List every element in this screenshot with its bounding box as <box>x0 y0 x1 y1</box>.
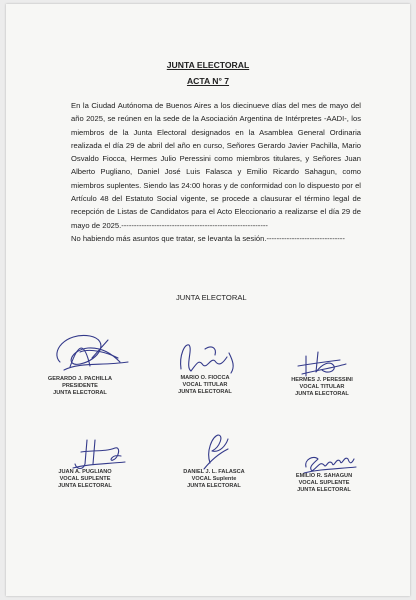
signer-body: JUNTA ELECTORAL <box>53 390 107 396</box>
signer-caption-peressini <box>262 377 382 398</box>
document-title: JUNTA ELECTORAL <box>166 60 250 70</box>
signer-name: GERARDO J. PACHILLA <box>47 376 113 382</box>
act-closing: No habiendo más asuntos que tratar, se levanta la sesión.------------------------------- <box>71 233 345 243</box>
signer-name: DANIEL J. L. FALASCA <box>183 469 245 475</box>
handwritten-signature-pachilla <box>20 322 140 382</box>
signer-body: JUNTA ELECTORAL <box>178 389 232 395</box>
act-body <box>71 99 361 245</box>
signature-block-pugliano <box>25 434 145 504</box>
signer-body: JUNTA ELECTORAL <box>187 483 241 489</box>
signer-role: PRESIDENTE <box>62 383 98 389</box>
signer-caption-fiocca <box>145 375 265 396</box>
signer-role: VOCAL TITULAR <box>182 382 228 388</box>
signer-role: VOCAL SUPLENTE <box>59 476 111 482</box>
signature-block-fiocca <box>145 337 265 417</box>
signer-name: JUAN A. PUGLIANO <box>58 469 112 475</box>
signer-caption-pugliano <box>25 469 145 490</box>
signer-role: VOCAL TITULAR <box>299 384 345 390</box>
handwritten-signature-falasca <box>154 429 274 474</box>
signature-block-falasca <box>154 429 274 504</box>
signer-caption-sahagun <box>264 473 384 494</box>
signer-body: JUNTA ELECTORAL <box>58 483 112 489</box>
signer-caption-pachilla <box>20 376 140 397</box>
signer-caption-falasca <box>154 469 274 490</box>
signer-role: VOCAL Suplente <box>191 476 237 482</box>
signer-name: EMILIO R. SAHAGUN <box>295 473 353 479</box>
act-number: ACTA N° 7 <box>186 76 230 86</box>
document-page <box>6 4 410 596</box>
signer-body: JUNTA ELECTORAL <box>295 391 349 397</box>
act-paragraph: En la Ciudad Autónoma de Buenos Aires a los diecinueve días del mes de mayo del año 2025, se reúnen en la sede de la Asociación Argentina de Intérpretes -AADI-, los miembros de la Junta Electoral designados en la Asamblea General Ordinaria realizada el día 29 de abril del año en curso, Señores Gerardo Javier Pachilla, Mario Osvaldo Fiocca, Hermes Julio Peressini como miembros titulares, y Señores Juan Alberto Pugliano, Daniel José Luis Falasca y Emilio Ricardo Sahagun, como miembros suplentes. Siendo las 24:00 horas y de conformidad con lo dispuesto por el Artículo 48 del Estatuto Social vigente, se procede a clausurar el término legal de recepción de Listas de Candidatos para el Acto Eleccionario a realizarse el día 29 de mayo de 2025.---------------------------------------------------------- <box>71 101 361 230</box>
signer-body: JUNTA ELECTORAL <box>297 487 351 493</box>
signature-block-sahagun <box>264 447 384 507</box>
signature-block-pachilla <box>20 322 140 412</box>
signer-name: HERMES J. PERESSINI <box>291 377 353 383</box>
signature-section-label: JUNTA ELECTORAL <box>176 293 247 302</box>
signer-name: MARIO O. FIOCCA <box>180 375 230 381</box>
signature-block-peressini <box>262 342 382 412</box>
signer-role: VOCAL SUPLENTE <box>298 480 350 486</box>
